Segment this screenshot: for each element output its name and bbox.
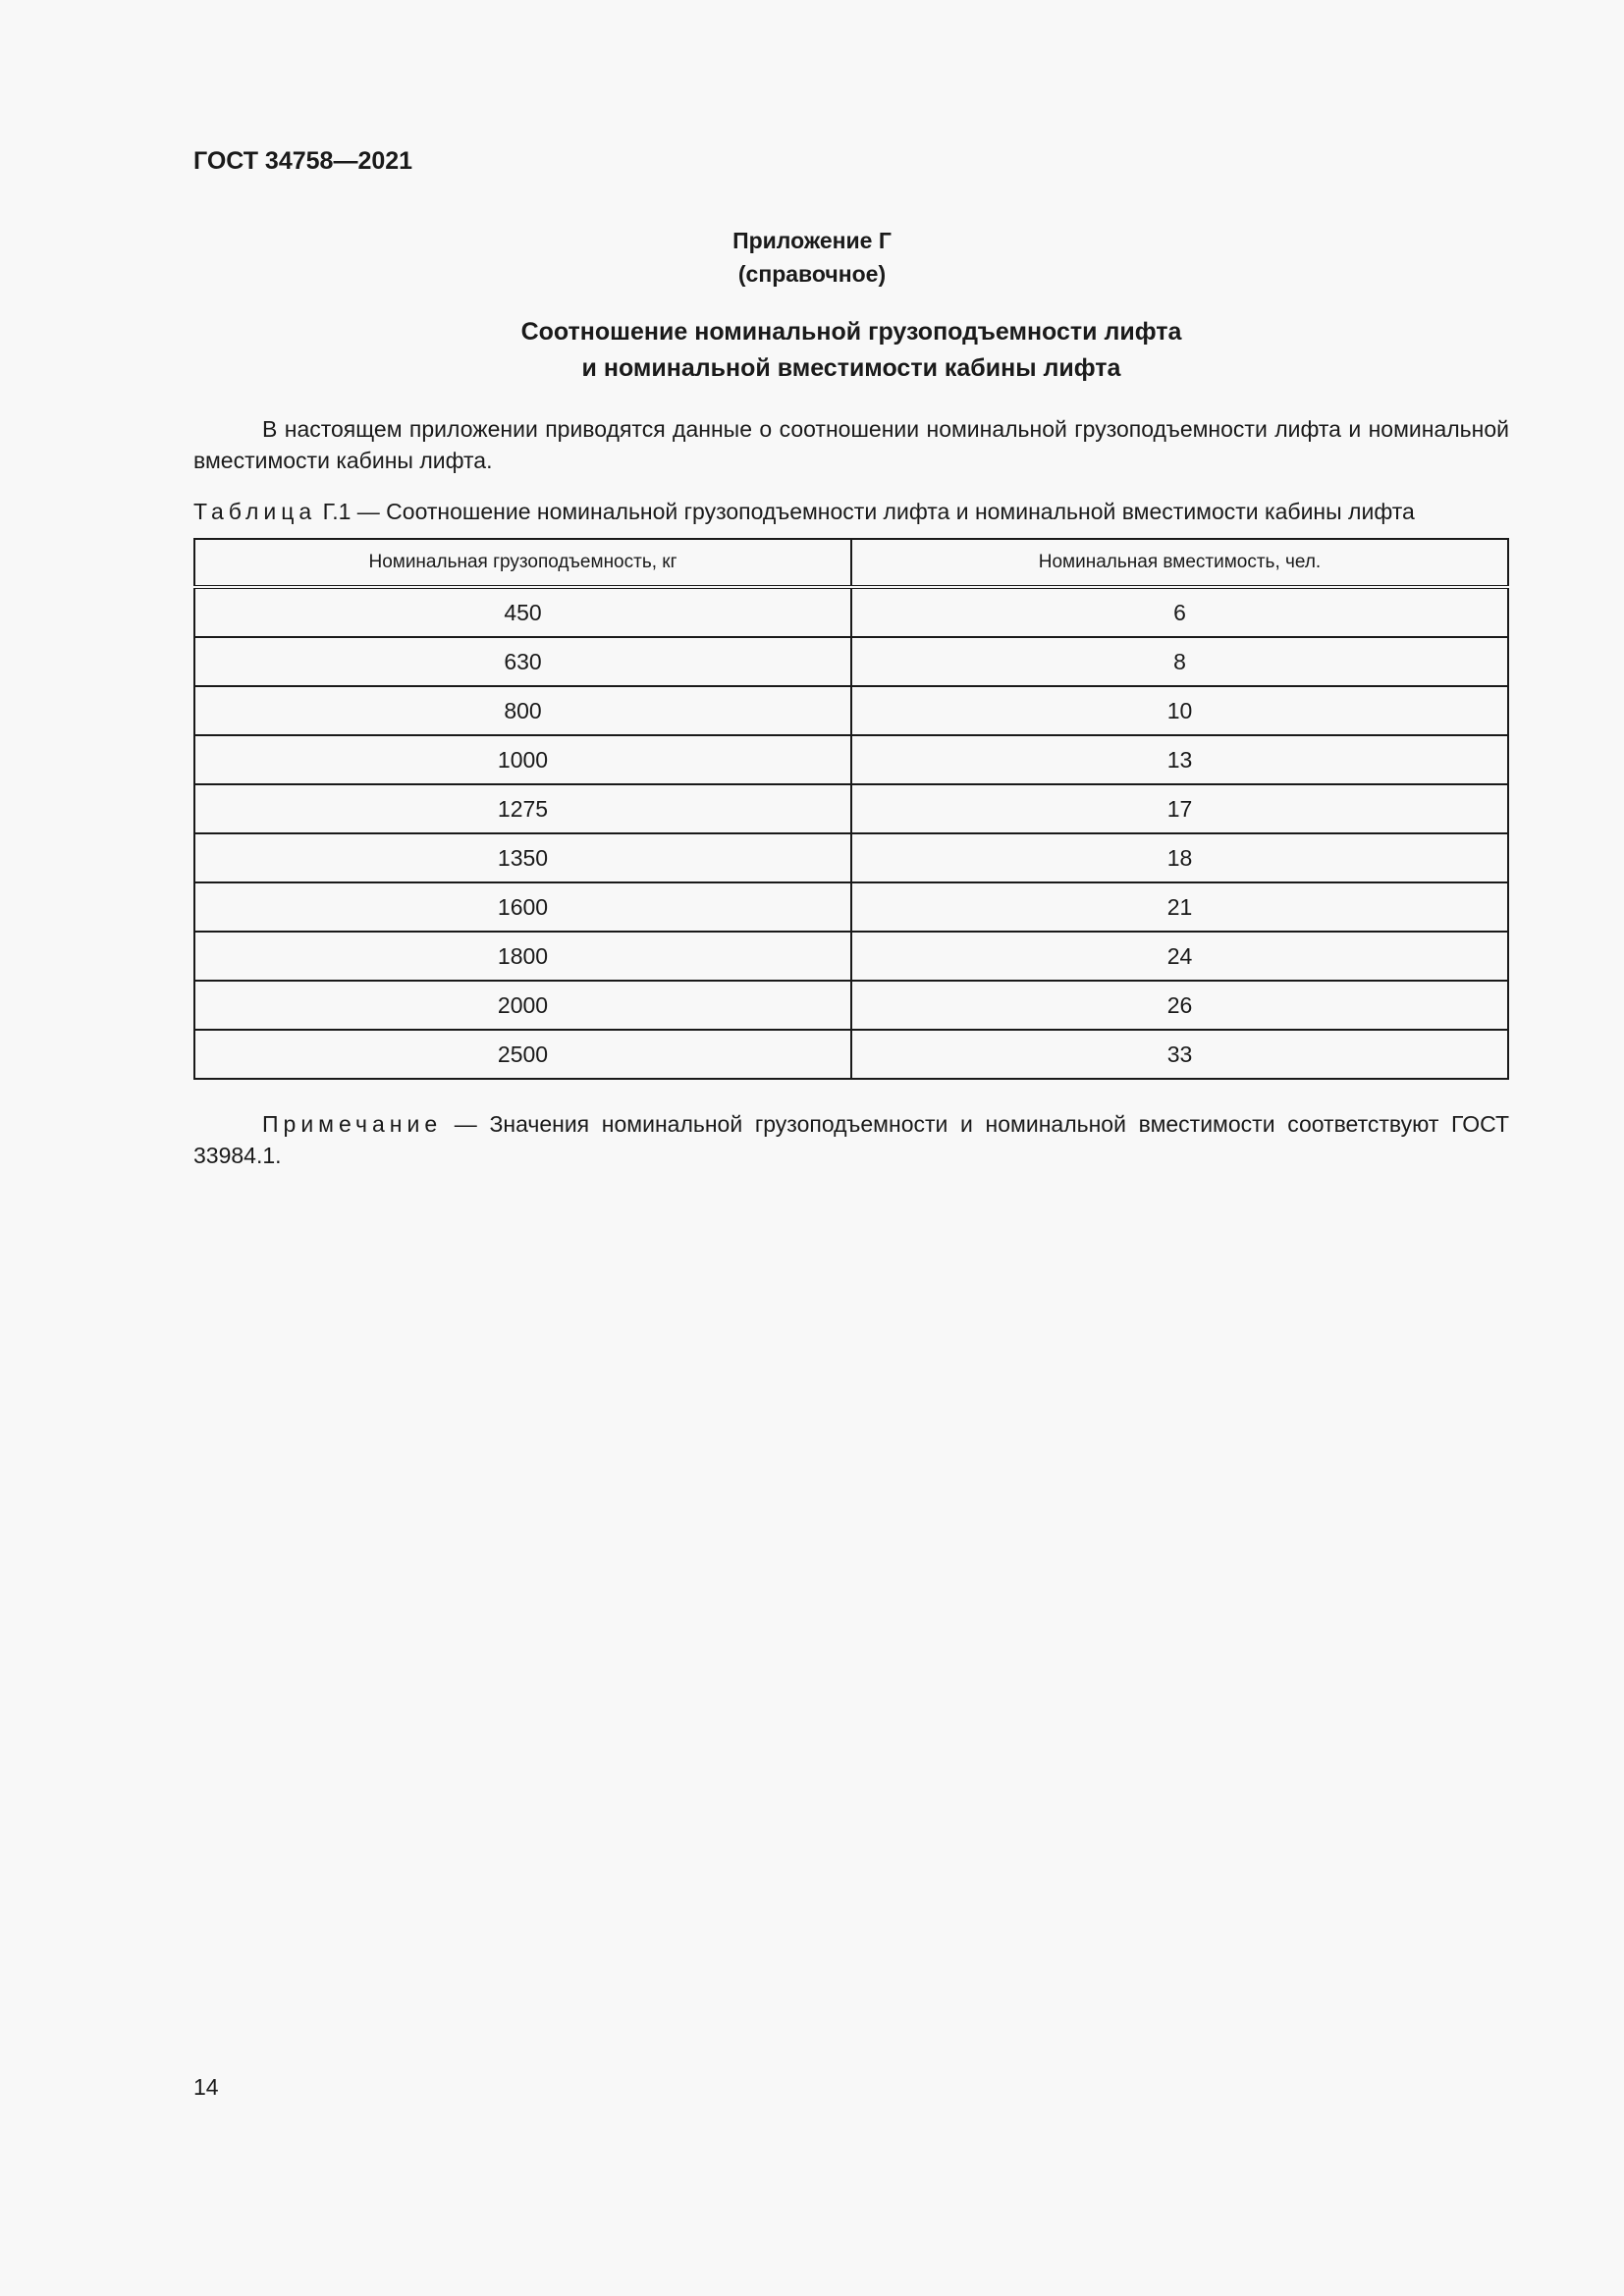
annex-label: Приложение Г <box>732 228 892 253</box>
cell-load: 1350 <box>194 833 851 882</box>
table-row <box>194 1030 1508 1079</box>
cell-load: 1600 <box>194 882 851 932</box>
table-row <box>194 637 1508 686</box>
capacity-table <box>193 538 1509 1080</box>
cell-load: 1000 <box>194 735 851 784</box>
table-row <box>194 587 1508 637</box>
table-row <box>194 735 1508 784</box>
annex-type: (справочное) <box>737 261 887 287</box>
table-note <box>193 1108 1509 1171</box>
table-row <box>194 833 1508 882</box>
table-header-row <box>194 539 1508 587</box>
table-row <box>194 882 1508 932</box>
cell-load: 1800 <box>194 932 851 981</box>
note-label: Примечание <box>262 1111 443 1137</box>
cell-persons: 33 <box>851 1030 1508 1079</box>
table-row <box>194 981 1508 1030</box>
cell-persons: 8 <box>851 637 1508 686</box>
table-caption-text: Г.1 — Соотношение номинальной грузоподъемности лифта и номинальной вместимости кабины лифта <box>316 499 1415 524</box>
cell-load: 450 <box>194 587 851 637</box>
table-caption-word: Таблица <box>193 499 317 524</box>
cell-load: 630 <box>194 637 851 686</box>
intro-paragraph: В настоящем приложении приводятся данные о соотношении номинальной грузоподъемности лифта и номинальной вместимости кабины лифта. <box>193 416 1509 473</box>
cell-persons: 21 <box>851 882 1508 932</box>
column-header-persons: Номинальная вместимость, чел. <box>851 539 1508 587</box>
cell-persons: 13 <box>851 735 1508 784</box>
cell-persons: 24 <box>851 932 1508 981</box>
page-number: 14 <box>193 2074 219 2100</box>
cell-load: 2000 <box>194 981 851 1030</box>
cell-persons: 10 <box>851 686 1508 735</box>
cell-persons: 26 <box>851 981 1508 1030</box>
annex-title-line-2: и номинальной вместимости кабины лифта <box>581 354 1121 382</box>
cell-load: 800 <box>194 686 851 735</box>
cell-persons: 6 <box>851 587 1508 637</box>
table-row <box>194 686 1508 735</box>
cell-persons: 18 <box>851 833 1508 882</box>
annex-heading <box>0 224 1624 291</box>
column-header-load: Номинальная грузоподъемность, кг <box>194 539 851 587</box>
annex-title <box>0 314 1624 387</box>
document-number: ГОСТ 34758—2021 <box>193 147 413 175</box>
cell-persons: 17 <box>851 784 1508 833</box>
note-text: — Значения номинальной грузоподъемности и номинальной вместимости соответствуют ГОСТ 33984.1. <box>193 1111 1509 1168</box>
table-caption <box>193 496 1514 527</box>
table-row <box>194 784 1508 833</box>
table-row <box>194 932 1508 981</box>
annex-title-line-1: Соотношение номинальной грузоподъемности лифта <box>520 318 1182 346</box>
cell-load: 2500 <box>194 1030 851 1079</box>
cell-load: 1275 <box>194 784 851 833</box>
